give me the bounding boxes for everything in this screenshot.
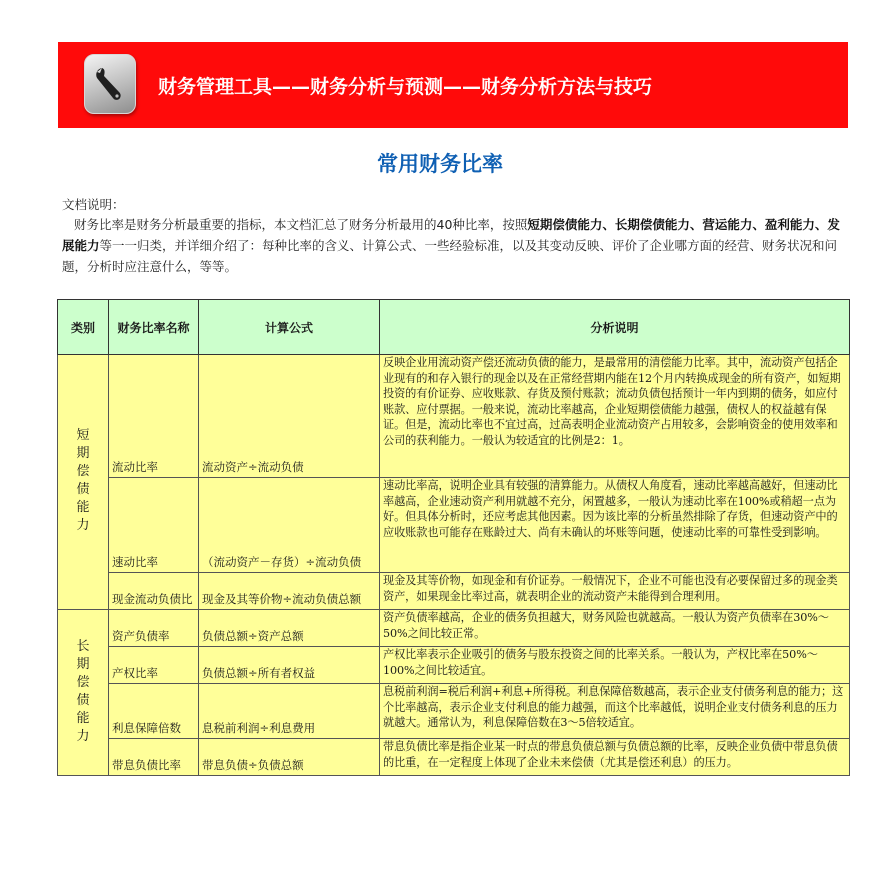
ratio-formula: 负债总额÷所有者权益 — [199, 647, 380, 684]
category-char: 债 — [76, 482, 90, 497]
ratio-formula: 息税前利润÷利息费用 — [199, 684, 380, 739]
ratio-formula: 现金及其等价物÷流动负债总额 — [199, 573, 380, 610]
category-char: 偿 — [76, 674, 90, 690]
ratio-name: 产权比率 — [109, 647, 199, 684]
category-char: 力 — [76, 518, 90, 533]
category-char: 债 — [76, 692, 90, 708]
category-char: 能 — [76, 710, 90, 726]
ratio-analysis: 速动比率高，说明企业具有较强的清算能力。从债权人角度看，速动比率越高越好，但速动比率越高，企业速动资产利用就越不充分，闲置越多，一般认为速动比率在100%或稍超一点为好。但具体分析时，还应考虑其他因素。因为该比率的分析虽然排除了存货，但速动资产中的应收账款也可能存在账龄过大、尚有未确认的坏账等问题，使速动比率的可靠性受到影响。 — [380, 478, 850, 573]
intro-paragraph — [62, 214, 852, 277]
ratio-formula: 流动资产÷流动负债 — [199, 355, 380, 478]
table-row — [58, 355, 850, 478]
ratio-name: 带息负债比率 — [109, 739, 199, 776]
table-row — [58, 739, 850, 776]
table-row — [58, 573, 850, 610]
category-char: 偿 — [76, 464, 90, 479]
ratio-name: 流动比率 — [109, 355, 199, 478]
header-formula: 计算公式 — [199, 300, 380, 355]
ratio-analysis: 带息负债比率是指企业某一时点的带息负债总额与负债总额的比率，反映企业负债中带息负债的比重，在一定程度上体现了企业未来偿债（尤其是偿还利息）的压力。 — [380, 739, 850, 776]
ratio-formula: （流动资产－存货）÷流动负债 — [199, 478, 380, 573]
doc-label: 文档说明： — [62, 197, 125, 212]
ratio-analysis: 息税前利润=税后利润+利息+所得税。利息保障倍数越高，表示企业支付债务利息的能力；这个比率越高，表示企业支付利息的能力越强，而这个比率越低，说明企业支付债务利息的压力就越大。通常认为，利息保障倍数在3～5倍较适宜。 — [380, 684, 850, 739]
wrench-icon — [84, 54, 136, 114]
category-char: 期 — [76, 656, 90, 672]
ratio-analysis: 产权比率表示企业吸引的债务与股东投资之间的比率关系。一般认为，产权比率在50%～100%之间比较适宜。 — [380, 647, 850, 684]
ratios-table — [57, 299, 850, 776]
ratio-name: 利息保障倍数 — [109, 684, 199, 739]
table-header-row — [58, 300, 850, 355]
intro-text-2: 等一一归类，并详细介绍了：每种比率的含义、计算公式、一些经验标准，以及其变动反映、评价了企业哪方面的经营、财务状况和问题，分析时应注意什么，等等。 — [62, 238, 838, 274]
category-long-term — [58, 610, 109, 776]
header-banner — [58, 42, 848, 128]
category-char: 长 — [76, 638, 90, 654]
category-char: 短 — [76, 428, 90, 443]
table-row — [58, 684, 850, 739]
header-ratio-name: 财务比率名称 — [109, 300, 199, 355]
ratio-analysis: 现金及其等价物，如现金和有价证券。一般情况下，企业不可能也没有必要保留过多的现金类资产，如果现金比率过高，就表明企业的流动资产未能得到合理利用。 — [380, 573, 850, 610]
ratio-formula: 带息负债÷负债总额 — [199, 739, 380, 776]
intro-text-1: 财务比率是财务分析最重要的指标，本文档汇总了财务分析最用的40种比率，按照 — [74, 217, 528, 232]
ratio-analysis: 资产负债率越高，企业的债务负担越大，财务风险也就越高。一般认为资产负债率在30%～50%之间比较正常。 — [380, 610, 850, 647]
table-row — [58, 647, 850, 684]
ratio-name: 速动比率 — [109, 478, 199, 573]
category-char: 能 — [76, 500, 90, 515]
ratio-name: 现金流动负债比 — [109, 573, 199, 610]
category-short-term — [58, 355, 109, 610]
ratio-name: 资产负债率 — [109, 610, 199, 647]
header-analysis: 分析说明 — [380, 300, 850, 355]
table-row — [58, 610, 850, 647]
ratio-analysis: 反映企业用流动资产偿还流动负债的能力，是最常用的清偿能力比率。其中，流动资产包括企业现有的和存入银行的现金以及在正常经营期内能在12个月内转换成现金的所有资产，如短期投资的有价证券、应收账款、存货及预付账款；流动负债包括预计一年内到期的债务，如应付账款、应付票据。一般来说，流动比率越高，企业短期偿债能力越强，债权人的权益越有保证。但是，流动比率也不宜过高，过高表明企业流动资产占用较多，会影响资金的使用效率和公司的获利能力。一般认为较适宜的比例是2：1。 — [380, 355, 850, 478]
table-row — [58, 478, 850, 573]
page-title: 常用财务比率 — [377, 152, 503, 176]
banner-title: 财务管理工具——财务分析与预测——财务分析方法与技巧 — [158, 76, 653, 98]
header-category: 类别 — [58, 300, 109, 355]
intro-bold-text: 短期偿债能力、长期偿债能力、营运能力、盈利能力、发展能力 — [62, 217, 840, 253]
category-char: 期 — [76, 446, 90, 461]
ratio-formula: 负债总额÷资产总额 — [199, 610, 380, 647]
category-char: 力 — [76, 728, 90, 744]
